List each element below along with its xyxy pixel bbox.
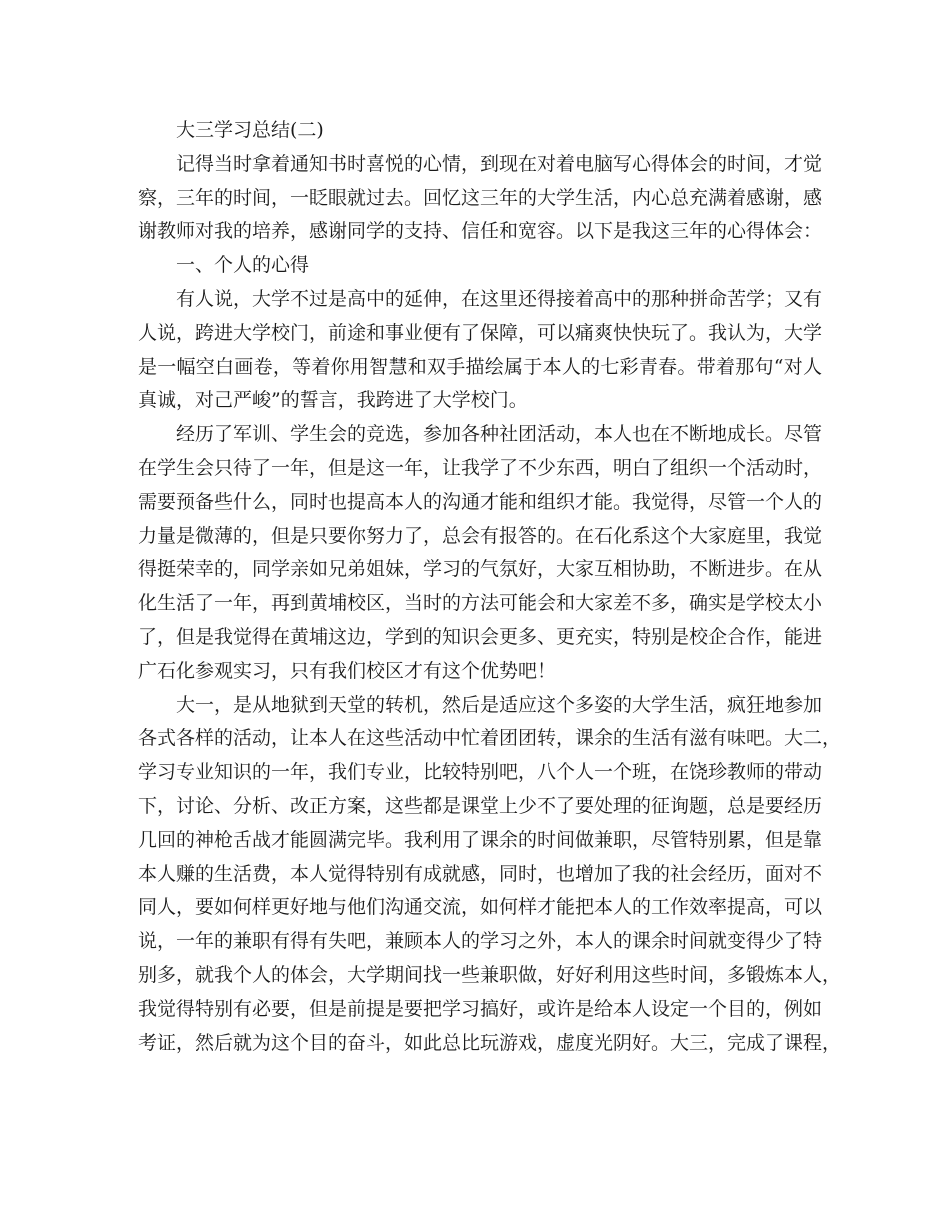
paragraph-line: 力量是微薄的，但是只要你努力了，总会有报答的。在石化系这个大家庭里，我觉	[138, 524, 823, 547]
document-title: 大三学习总结(二)	[176, 119, 324, 141]
paragraph-student-union	[138, 418, 822, 688]
paragraph-line: 本人赚的生活费，本人觉得特别有成就感，同时，也增加了我的社会经历，面对不	[138, 862, 823, 885]
paragraph-line: 广石化参观实习，只有我们校区才有这个优势吧！	[138, 659, 557, 682]
document-body	[138, 114, 842, 1060]
paragraph-year-review	[138, 689, 842, 1061]
paragraph-line: 人说，跨进大学校门，前途和事业便有了保障，可以痛爽快快玩了。我认为，大学	[138, 321, 823, 344]
paragraph-line: 有人说，大学不过是高中的延伸，在这里还得接着高中的那种拼命苦学；又有	[176, 287, 823, 310]
paragraph-line: 真诚，对己严峻”的誓言，我跨进了大学校门。	[138, 389, 528, 412]
paragraph-line: 学习专业知识的一年，我们专业，比较特别吧，八个人一个班，在饶珍教师的带动	[138, 761, 823, 784]
paragraph-line: 我觉得特别有必要，但是前提是要把学习搞好，或许是给本人设定一个目的，例如	[138, 997, 823, 1020]
paragraph-line: 大一，是从地狱到天堂的转机，然后是适应这个多姿的大学生活，疯狂地参加	[176, 693, 823, 716]
paragraph-line: 在学生会只待了一年，但是这一年，让我学了不少东西，明白了组织一个活动时，	[138, 456, 823, 479]
section-heading	[138, 249, 822, 283]
paragraph-line: 谢教师对我的培养，感谢同学的支持、信任和宽容。以下是我这三年的心得体会：	[138, 220, 823, 243]
paragraph-line: 需要预备些什么，同时也提高本人的沟通才能和组织才能。我觉得，尽管一个人的	[138, 490, 823, 513]
paragraph-line: 同人，要如何样更好地与他们沟通交流，如何样才能把本人的工作效率提高，可以	[138, 896, 823, 919]
paragraph-line: 考证，然后就为这个目的奋斗，如此总比玩游戏，虚度光阴好。大三，完成了课程，	[138, 1031, 842, 1054]
paragraph-line: 是一幅空白画卷，等着你用智慧和双手描绘属于本人的七彩青春。带着那句“对人	[138, 355, 822, 378]
paragraph-intro	[138, 148, 822, 249]
paragraph-line: 察，三年的时间，一眨眼就过去。回忆这三年的大学生活，内心总充满着感谢，感	[138, 186, 823, 209]
paragraph-university-views	[138, 283, 822, 418]
paragraph-line: 得挺荣幸的，同学亲如兄弟姐妹，学习的气氛好，大家互相协助，不断进步。在从	[138, 558, 823, 581]
paragraph-line: 了，但是我觉得在黄埔这边，学到的知识会更多、更充实，特别是校企合作，能进	[138, 625, 823, 648]
paragraph-line: 记得当时拿着通知书时喜悦的心情，到现在对着电脑写心得体会的时间，才觉	[176, 152, 823, 175]
paragraph-line: 别多，就我个人的体会，大学期间找一些兼职做，好好利用这些时间，多锻炼本人，	[138, 963, 842, 986]
paragraph-line: 各式各样的活动，让本人在这些活动中忙着团团转，课余的生活有滋有味吧。大二，	[138, 727, 842, 750]
paragraph-line: 几回的神枪舌战才能圆满完毕。我利用了课余的时间做兼职，尽管特别累，但是靠	[138, 828, 823, 851]
heading-line: 一、个人的心得	[176, 254, 310, 277]
paragraph-line: 化生活了一年，再到黄埔校区，当时的方法可能会和大家差不多，确实是学校太小	[138, 592, 823, 615]
paragraph-line: 经历了军训、学生会的竞选，参加各种社团活动，本人也在不断地成长。尽管	[176, 423, 823, 446]
paragraph-line: 说，一年的兼职有得有失吧，兼顾本人的学习之外，本人的课余时间就变得少了特	[138, 930, 823, 953]
paragraph-line: 下，讨论、分析、改正方案，这些都是课堂上少不了要处理的征询题，总是要经历	[138, 794, 823, 817]
